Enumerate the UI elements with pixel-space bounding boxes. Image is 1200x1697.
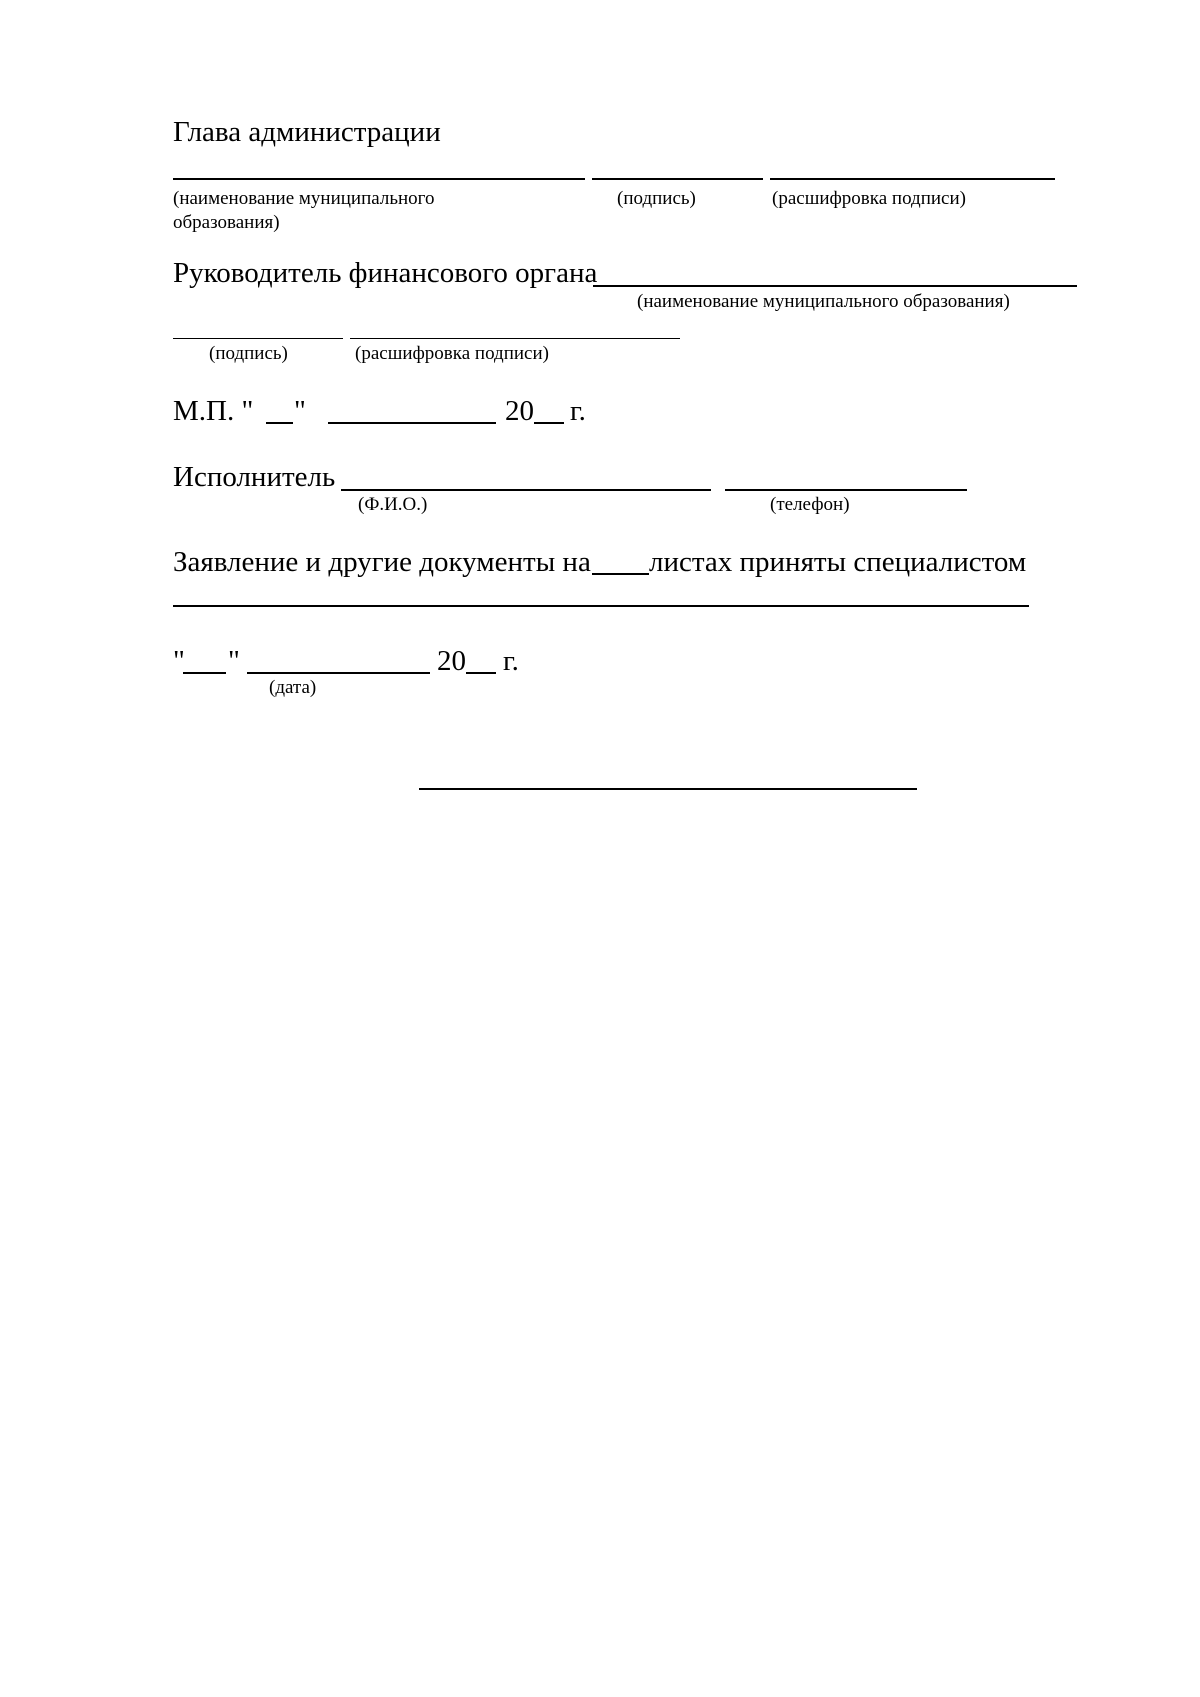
executor-phone-line: [725, 489, 967, 491]
head-cap-decoding: (расшифровка подписи): [772, 188, 966, 209]
finance-title: Руководитель финансового органа: [173, 257, 598, 289]
executor-label: Исполнитель: [173, 461, 336, 493]
head-title: Глава администрации: [173, 116, 441, 148]
head-cap-mo-2: образования): [173, 212, 280, 233]
statement-sheets-line: [592, 573, 649, 575]
stamp-year-prefix: 20: [505, 395, 534, 427]
executor-cap-phone: (телефон): [770, 494, 850, 515]
head-signature-line: [592, 178, 763, 180]
statement-text-after: листах приняты специалистом: [649, 546, 1027, 578]
finance-decoding-line: [350, 338, 680, 339]
stamp-mp: М.П. ": [173, 395, 254, 427]
bottom-divider: [419, 788, 917, 790]
statement-text-before: Заявление и другие документы на: [173, 546, 591, 578]
finance-cap-signature: (подпись): [209, 343, 288, 364]
date-year-prefix: 20: [437, 645, 466, 677]
stamp-year-suffix: г.: [570, 395, 586, 427]
stamp-year-line: [534, 422, 564, 424]
executor-cap-fio: (Ф.И.О.): [358, 494, 428, 515]
head-cap-signature: (подпись): [617, 188, 696, 209]
date-year-line: [466, 672, 496, 674]
head-mo-line: [173, 178, 585, 180]
date-month-line: [247, 672, 430, 674]
finance-cap-decoding: (расшифровка подписи): [355, 343, 549, 364]
executor-fio-line: [341, 489, 711, 491]
date-day-line: [183, 672, 226, 674]
stamp-quote-close: ": [294, 395, 306, 427]
head-cap-mo-1: (наименование муниципального: [173, 188, 435, 209]
statement-specialist-line: [173, 605, 1029, 607]
finance-cap-mo: (наименование муниципального образования): [637, 291, 1010, 312]
finance-mo-line: [593, 285, 1077, 287]
date-close-quote: ": [228, 645, 240, 677]
date-year-suffix: г.: [503, 645, 519, 677]
date-cap: (дата): [269, 677, 317, 698]
stamp-month-line: [328, 422, 496, 424]
head-decoding-line: [770, 178, 1055, 180]
stamp-day-line: [266, 422, 293, 424]
date-open-quote: ": [173, 645, 185, 677]
finance-signature-line: [173, 338, 343, 339]
